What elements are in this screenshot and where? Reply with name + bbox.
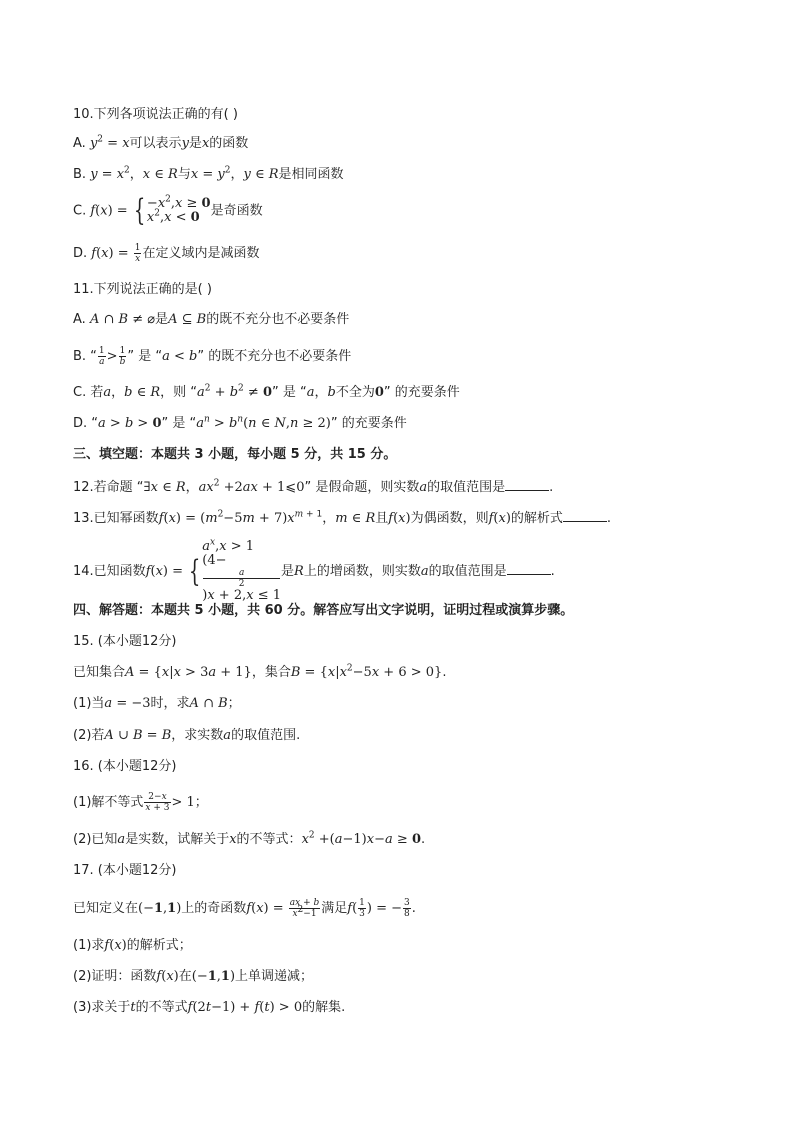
q16-head: 16. (本小题12分) — [73, 759, 177, 774]
q16-line1: (1)解不等式 $\frac{2-x}{x + 3}$ > 1； — [73, 792, 208, 813]
q17-line3: (2)证明：函数f(x)在(−1,1)上单调递减； — [73, 969, 314, 984]
q17-line4: (3)求关于t的不等式f(2t−1) + f(t) > 0的解集. — [73, 1000, 346, 1015]
section-4-heading: 四、解答题：本题共 5 小题，共 60 分。解答应写出文字说明，证明过程或演算步骤。 — [73, 603, 574, 618]
q10-option-b: B. $y = x^2$，x ∈ R与$x = y^2$，y ∈ R是相同函数 — [73, 165, 344, 182]
q10-option-d: D. f(x) = $\frac{1}{x}$ 在定义域内是减函数 — [73, 243, 260, 264]
q10-option-c: C. f(x) = { $-x^2,x \ge 0$ $x^2,x < 0$ 是奇函数 — [73, 193, 263, 228]
q15-line2: (1)当a = −3时，求A ∩ B； — [73, 696, 241, 711]
q17-line2: (1)求f(x)的解析式； — [73, 938, 192, 953]
q11-option-d: D. “a > b > 0” 是 “$a^n > b^n(n$ ∈ N,n ≥ 2)” 的充要条件 — [73, 414, 407, 431]
q11-option-c: C. 若a，b ∈ R，则 “$a^2 + b^2 \ne 0$” 是 “a，b不全为0” 的充要条件 — [73, 383, 460, 400]
section-3-heading: 三、填空题：本题共 3 小题，每小题 5 分，共 15 分。 — [73, 447, 397, 462]
answer-blank[interactable] — [563, 508, 607, 522]
answer-blank[interactable] — [505, 477, 549, 491]
q15-head: 15. (本小题12分) — [73, 634, 177, 649]
q10-stem: 10.下列各项说法正确的有( ) — [73, 107, 238, 122]
q13: 13.已知幂函数$f(x) = (m^2-5m + 7)x^{m + 1}$，m ∈ R且f(x)为偶函数，则f(x)的解析式 . — [73, 509, 612, 526]
q15-line1: 已知集合A = {x|x > 3a + 1}，集合$B = \{x|x^2-5x + 6 > 0\}$. — [73, 663, 447, 680]
q12: 12.若命题 “∃x ∈ R，$ax^2 +2ax$ + 1⩽0” 是假命题，则实数a的取值范围是 . — [73, 478, 554, 495]
q11-option-b: B. “ $\frac{1}{a}$ > $\frac{1}{b}$ ” 是 “a < b” 的既不充分也不必要条件 — [73, 346, 352, 367]
q14: 14.已知函数f(x) = { $a^x,x > 1$ (4− a 2 )x + 2,x ≤ 1 是R上的增函数，则实数a的取值范围是 . — [73, 537, 555, 603]
q17-head: 17. (本小题12分) — [73, 863, 177, 878]
answer-blank[interactable] — [507, 561, 551, 575]
q10-option-a: A. $y^2 = x$可以表示y是x的函数 — [73, 134, 249, 151]
q15-line3: (2)若A ∪ B = B，求实数a的取值范围. — [73, 728, 301, 743]
q16-line2: (2)已知a是实数，试解关于x的不等式：$x^2 +(a-1)x-a \ge 0$. — [73, 830, 426, 847]
q17-line1: 已知定义在(−1,1)上的奇函数f(x) = $\frac{ax + b}{x^2-1}$ 满足f( $\frac{1}{3}$ ) = − $\frac{3}{8}$ . — [73, 898, 416, 919]
q11-option-a: A. A ∩ B ≠ ⌀是A ⊆ B的既不充分也不必要条件 — [73, 312, 350, 327]
q11-stem: 11.下列说法正确的是( ) — [73, 282, 212, 297]
